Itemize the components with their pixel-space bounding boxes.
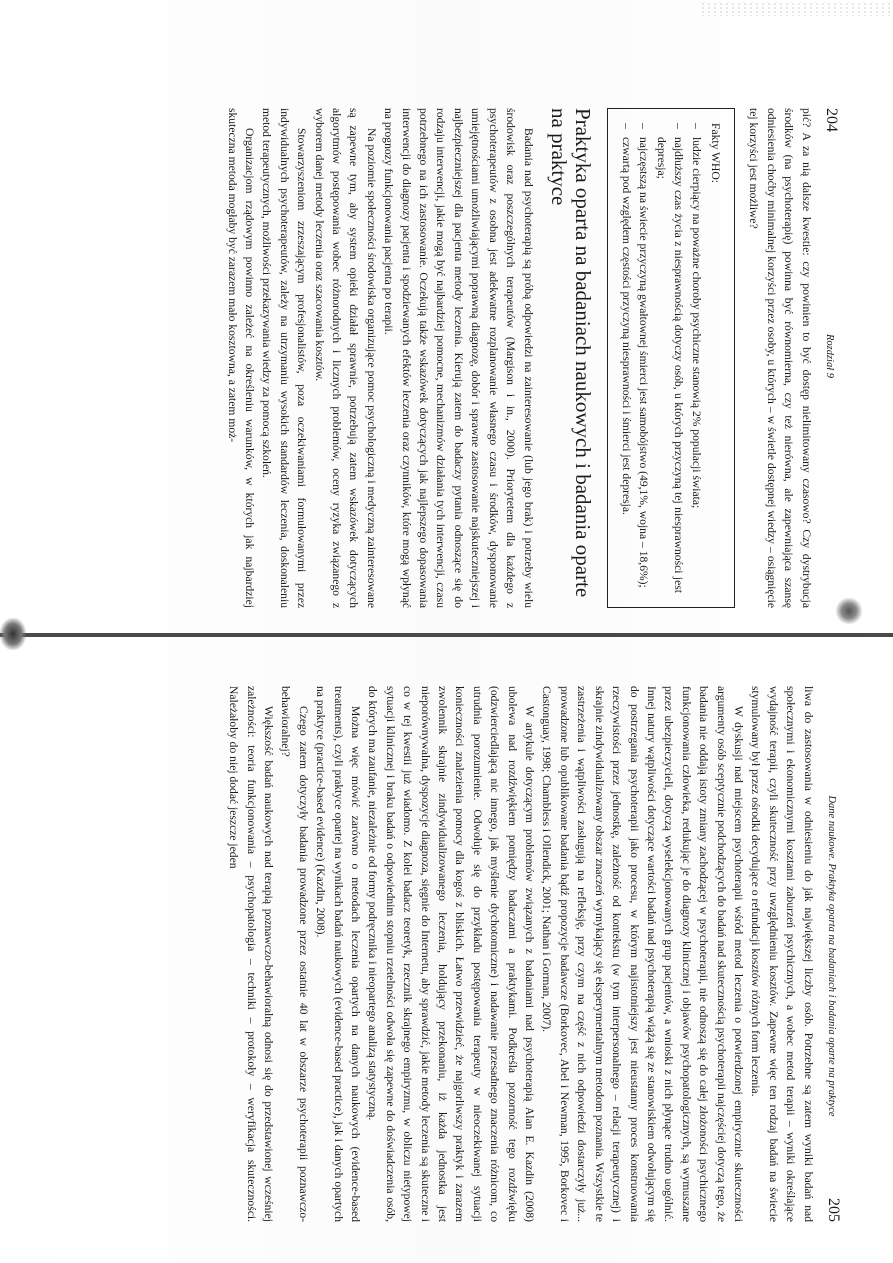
body-paragraph: Można więc mówić zarówno o metodach leczenia opartych na danych naukowych (evidence-based treatments), czyli praktyce opartej na wynikach badań naukowych (evidence-based practice), jak i danych opartych na praktyce (practice-based evidence) (Kazdin, 2008).	[314, 686, 363, 1222]
running-head	[823, 686, 842, 1222]
body-paragraph: liwa do zastosowania w odniesieniu do jak największej liczby osób. Potrzebne są zatem wyniki badań nad społecznymi i ekonomicznymi kosztami zaburzeń psychicznych, a wobec metod terapii – wyniki określające wydajność terapii, czyli skuteczność przy uwzględnieniu kosztów. Zapewne więc ten rodzaj badań na świecie stymulowany był przez ośrodki decydujące o refundacji kosztów różnych form leczenia.	[749, 686, 815, 1222]
body-paragraph: Większość badań naukowych nad terapią poznawczo-behawioralną odnosi się do przedstawionej wcześniej zależności: teoria funkcjonowania – psychopatologia – techniki – protokoły – weryfikacja skuteczności. Należałoby do niej dodać jeszcze jeden	[227, 686, 275, 1222]
facts-list-item: – najdłuższy czas życia z niesprawnością dotyczy osób, u których przyczyną tej niesprawności jest depresja;	[652, 123, 687, 593]
running-head	[821, 108, 840, 608]
body-paragraph: Organizacjom rządowym powinno zależeć na określeniu warunków, w których jak najbardziej skuteczna metoda mogłaby być zarazem mało kosztowna, a zatem moż-	[225, 108, 257, 608]
page-spread-divider	[0, 633, 893, 637]
running-head-title: Rozdział 9	[824, 333, 835, 379]
facts-list	[618, 123, 705, 593]
page-number: 205	[825, 1197, 842, 1222]
page-205	[42, 686, 842, 1222]
facts-box-title: Fakty WHO:	[708, 123, 722, 184]
running-head-title: Dane naukowe. Praktyka oparta na badaniach i badania oparte na praktyce	[826, 795, 837, 1117]
page-204	[40, 108, 840, 608]
body-paragraph: Na poziomie społeczności środowiska organizujące pomoc psychologiczną i medyczną zainteresowane są zapewne tym, aby system opieki działał sprawnie, potrzebują zatem wskazówek dotyczących algorytmów postępowania wobec różnorodnych i licznych problemów, oceny ryzyka związanego z wyborem danej metody leczenia oraz szacowania kosztów.	[312, 108, 378, 608]
body-paragraph: W artykule dotyczącym problemów związanych z badaniami nad psychoterapią Alan E. Kazdin (2008) ubolewa nad rozdźwiękiem pomiędzy badaczami a praktykami. Podkreśla pozorność tego rozdźwięku (odzwierciedlającą nic innego, jak myślenie dychotomiczne) i nadawanie przesadnego znaczenia różnicom, co utrudnia porozumienie. Odwołuje się do przykładu postępowania terapeuty w nieoczekiwanej sytuacji konieczności znalezienia pomocy dla kogoś z bliskich. Łatwo przewidzieć, że najgorliwszy praktyk i zarazem zwolennik skrajnie zindywidualizowanego leczenia, holdujący przekonaniu, iż każda jednostka jest nieporównywalna, dyspozycje diagnoza, sięgnie do Internetu, aby sprawdzić, jakie metody leczenia są skuteczne i co w tej kwestii już wiadomo. Z kolei badacz teoretyk, rzecznik skrajnego empiryzmu, w obliczu nietypowej sytuacji klinicznej i braku badań o odpowiednim stopniu rzetelności odwoła się zapewne do doświadczenia osób, do których ma zaufanie, niezależnie od formy podręcznika i nieopartego analizą statystyczną.	[366, 686, 537, 1222]
section-heading: Praktyka oparta na badaniach naukowych i badania oparte na praktyce	[546, 108, 595, 598]
body-paragraph: Stowarzyszeniom zrzeszającym profesjonalistów, poza oczekiwaniami formułowanymi przez indywidualnych psychoterapeutów, zależy na utrzymaniu wysokich standardów leczenia, doskonaleniu metod terapeutycznych, możliwości przekazywania wiedzy za pomocą szkoleń.	[260, 108, 309, 608]
intro-paragraph: pić? A za nią dalsze kwestie: czy powinien to być dostęp nielimitowany czasowo? Czy dystrybucja środków (na psychoterapię) powinna być równomierna, czy też nierówna, ale zapewniająca szansę odniesienia choćby minimalnej korzyści przez osoby, u których – w świetle dostępnej wiedzy – osiągnięcie tej korzyści jest możliwe?	[747, 108, 813, 608]
facts-list-item: – najczęstszą na świecie przyczyną gwałtownej śmierci jest samobójstwo (49,1%, wojna – 18,6%);	[635, 123, 652, 593]
body-paragraph: Czego zatem dotyczyły badania prowadzone przez ostatnie 40 lat w obszarze psychoterapii poznawczo-behawioralnej?	[279, 686, 310, 1222]
page-number: 204	[823, 108, 840, 132]
facts-list-item: – czwartą pod względem częstości przyczyną niesprawności i śmierci jest depresja.	[618, 123, 635, 593]
scan-noise	[700, 2, 890, 16]
facts-box	[607, 108, 735, 608]
body-paragraph: W dyskusji nad miejscem psychoterapii wśród metod leczenia o potwierdzonej empirycznie skuteczności argumenty osób sceptycznie podchodzących do badań nad skutecznością psychoterapii najczęściej dotyczą tego, że badania nie oddają istoty zmiany zachodzącej w psychoterapii, nie odnoszą się do całej złożoności psychicznego funkcjonowania człowieka, redukując je do diagnozy klinicznej i objawów psychopatologicznych, są wymuszane przez ubezpieczycieli, dotyczą wyselekcjonowanych grup pacjentów, a wnioski z nich płynące trudno uogólnić. Innej natury wątpliwości dotyczące wartości badań nad psychoterapią wiążą się ze stanowiskiem odwołującym się do postrzegania psychoterapii jako procesu, w którym najistotniejszy jest nieustanny proces konstruowania rzeczywistości przez jednostkę, zależność od kontekstu (w tym interpersonalnego – relacji terapeutycznej) i skrajnie zindywidualizowany obszar znaczeń wymykający się eksperymentalnym metodom poznania. Wszystkie te zastrzeżenia i wątpliwości zasługują na refleksję, przy czym na część z nich odpowiedzi dostarczyły już... prowadzone lub opublikowane badania bądź propozycje badawcze (Borkovec, Abel i Newman, 1995, Borkovec i Castonguay, 1998; Chambless i Ollendick, 2001; Nathan i Gorman, 2007).	[540, 686, 745, 1222]
scan-artifact	[0, 618, 26, 650]
facts-list-item: – ludzie cierpiący na poważne choroby psychiczne stanowią 2% populacji świata;	[687, 123, 704, 593]
body-paragraph: Badania nad psychoterapią są próbą odpowiedzi na zainteresowanie (lub jego brak) i potrzeby wielu środowisk oraz poszczególnych terapeutów (Margison i in., 2000). Priorytetem dla każdego z psychoterapeutów z osobna jest adekwatne rozplanowanie własnego czasu i środków, dysponowanie umiejętnościami umożliwiającymi poprawną diagnozę, dobór i sprawne zastosowanie najskuteczniejszej i najbezpieczniejszej dla pacjenta metody leczenia. Kierują zatem do badaczy pytania odnoszące się do rodzaju interwencji, jakie mogą być najbardziej pomocne, mechanizmów działania tych interwencji, czasu potrzebnego na ich zastosowanie. Oczekują także wskazówek dotyczących jak najlepszego dopasowania interwencji do diagnozy pacjenta i spodziewanych efektów leczenia oraz czynników, które mogą wpłynąć na prognozy funkcjonowania pacjenta po terapii.	[382, 108, 535, 608]
